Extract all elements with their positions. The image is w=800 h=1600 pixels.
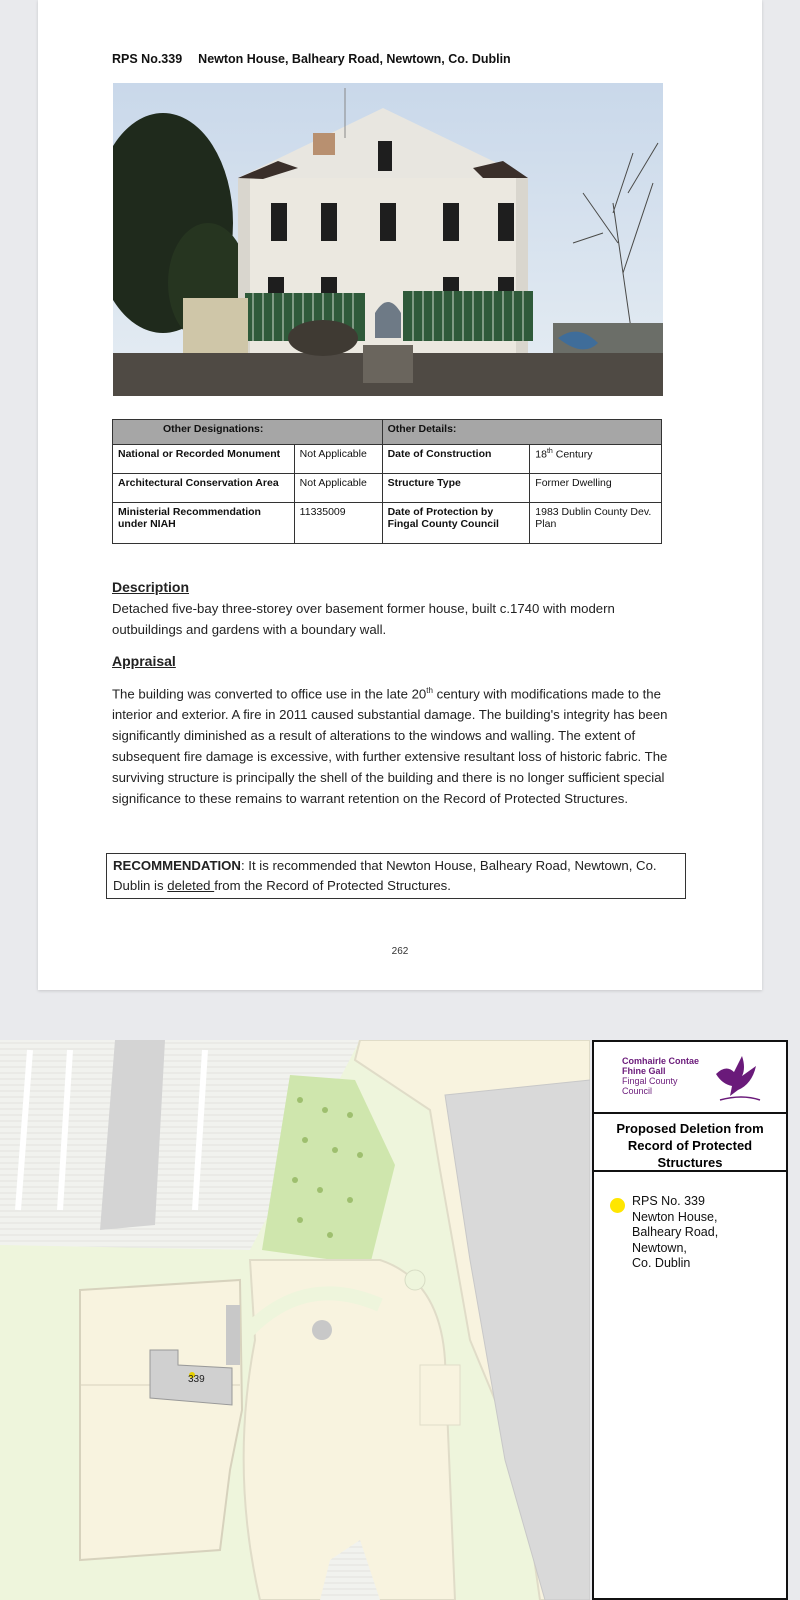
protected-structure-dot-icon xyxy=(610,1198,625,1213)
legend-title: Proposed Deletion from Record of Protected Structures xyxy=(594,1114,786,1172)
deleted-word: deleted xyxy=(167,878,215,893)
other-designations-header: Other Designations: xyxy=(113,420,383,445)
appraisal-section xyxy=(112,651,672,809)
legend-item: RPS No. 339 Newton House, Balheary Road, Newtown, Co. Dublin xyxy=(594,1172,786,1272)
council-logo xyxy=(594,1042,786,1114)
site-map xyxy=(0,1040,590,1600)
appraisal-text: The building was converted to office use in the late 20th century with modifications made to the interior and exterior. A fire in 2011 caused substantial damage. The building's integrity has been significantly diminished as a result of alterations to the windows and walling. The extent of subsequent fire damage is excessive, with further extensive resultant loss of historic fabric. The surviving structure is principally the shell of the building and there is no longer sufficient special significance to these remains to warrant retention on the Record of Protected Structures. xyxy=(112,686,668,807)
description-text: Detached five-bay three-storey over basement former house, built c.1740 with modern outbuildings and gardens with a boundary wall. xyxy=(112,601,615,637)
description-heading: Description xyxy=(112,579,190,595)
bird-emblem-icon xyxy=(712,1050,764,1102)
appraisal-heading: Appraisal xyxy=(112,653,176,669)
table-cell: Date of Construction xyxy=(382,445,530,474)
table-cell: Not Applicable xyxy=(294,474,382,503)
recommendation-label: RECOMMENDATION xyxy=(113,858,241,873)
table-cell: Ministerial Recommendation under NIAH xyxy=(113,503,295,544)
building-photo xyxy=(113,83,663,396)
table-cell: 1983 Dublin County Dev. Plan xyxy=(530,503,662,544)
table-cell: Former Dwelling xyxy=(530,474,662,503)
table-cell: Date of Protection by Fingal County Council xyxy=(382,503,530,544)
table-cell: Structure Type xyxy=(382,474,530,503)
site-number-label: 339 xyxy=(188,1374,205,1385)
rps-heading xyxy=(112,52,527,66)
recommendation-box: RECOMMENDATION: It is recommended that Newton House, Balheary Road, Newtown, Co. Dublin is deleted from the Record of Protected Structures. xyxy=(106,853,686,899)
rps-address: Newton House, Balheary Road, Newtown, Co. Dublin xyxy=(198,52,511,66)
table-cell: 11335009 xyxy=(294,503,382,544)
map-legend xyxy=(592,1040,788,1600)
details-table xyxy=(112,419,662,544)
page-number: 262 xyxy=(391,946,409,957)
table-cell: National or Recorded Monument xyxy=(113,445,295,474)
table-cell: 18th Century xyxy=(530,445,662,474)
council-name: Comhairle Contae Fhine Gall Fingal County Council xyxy=(622,1056,700,1096)
table-cell: Architectural Conservation Area xyxy=(113,474,295,503)
description-section xyxy=(112,577,672,640)
document-page xyxy=(38,0,762,990)
rps-number: RPS No.339 xyxy=(112,52,183,66)
table-cell: Not Applicable xyxy=(294,445,382,474)
other-details-header: Other Details: xyxy=(382,420,661,445)
